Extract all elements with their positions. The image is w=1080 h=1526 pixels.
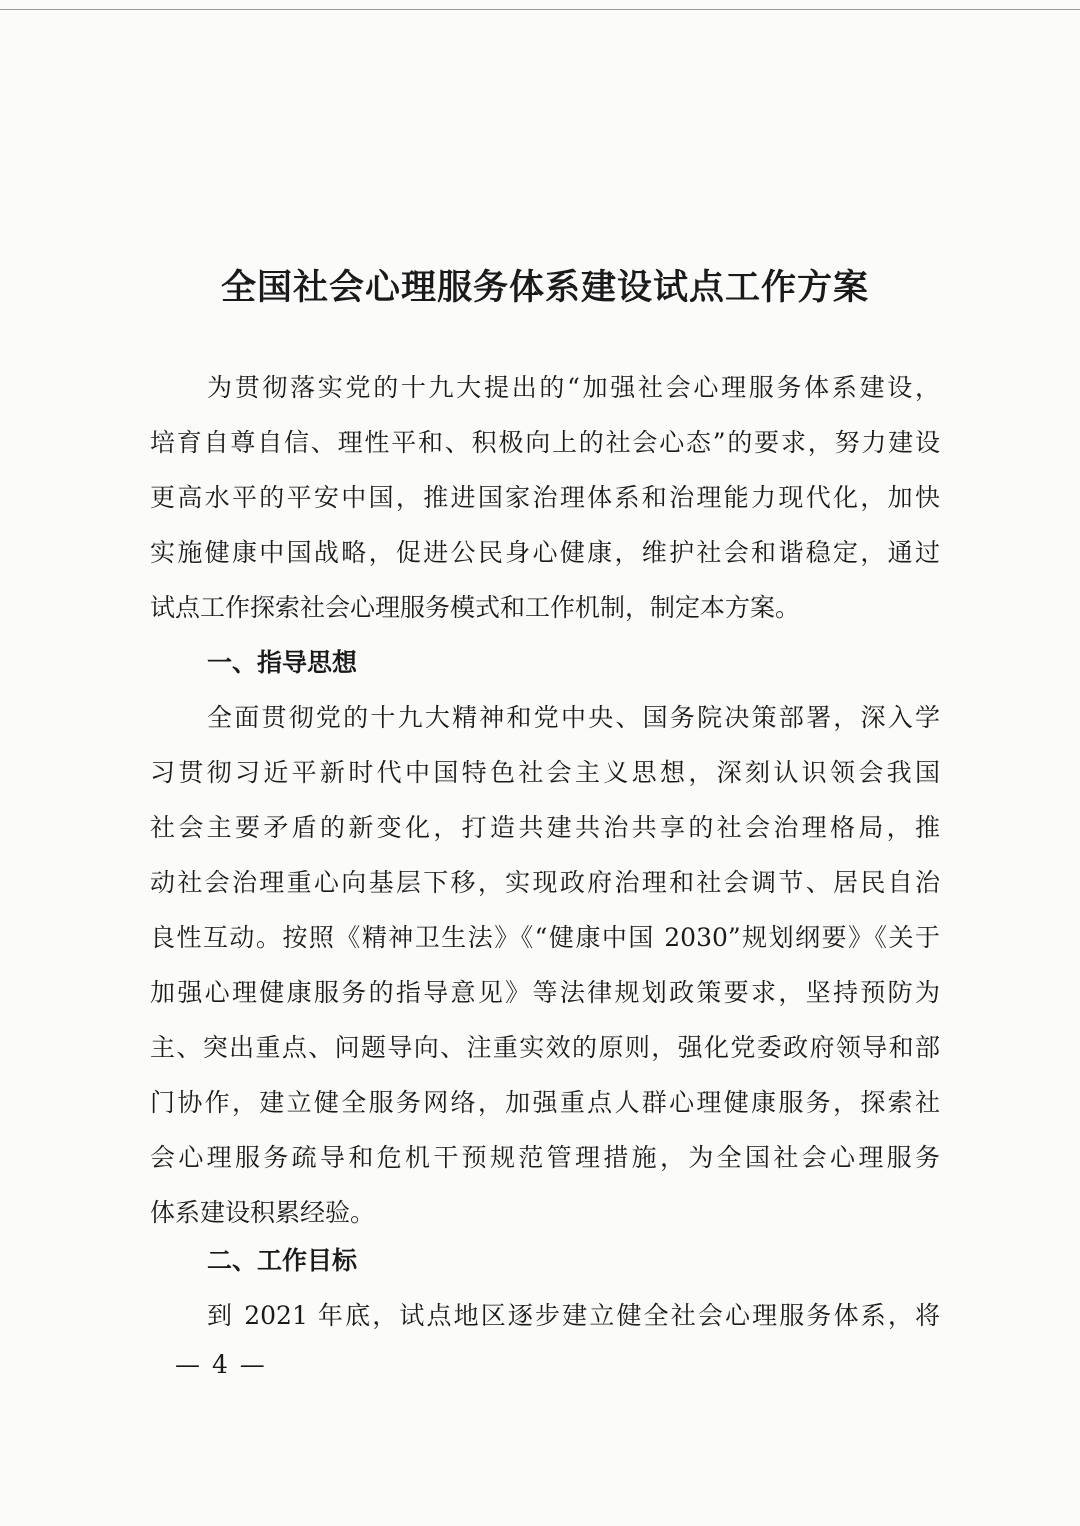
section-work-goals [150,1233,940,1343]
top-scan-edge [0,9,1080,10]
section-heading-1: 一、指导思想 [207,648,358,677]
section1-line-10: 体系建设积累经验。 [150,1198,376,1227]
intro-line-2: 培育自尊自信、理性平和、积极向上的社会心态”的要求，努力建设 [150,428,940,457]
section1-line-5: 良性互动。按照《精神卫生法》《“健康中国 2030”规划纲要》《关于 [150,923,940,952]
section1-line-3: 社会主要矛盾的新变化，打造共建共治共享的社会治理格局，推 [150,813,940,842]
intro-line-1: 为贯彻落实党的十九大提出的“加强社会心理服务体系建设， [207,373,940,402]
intro-paragraph [150,360,940,635]
section1-line-9: 会心理服务疏导和危机干预规范管理措施，为全国社会心理服务 [150,1143,940,1172]
section2-line-1: 到 2021 年底，试点地区逐步建立健全社会心理服务体系，将 [207,1301,940,1330]
section1-line-8: 门协作，建立健全服务网络，加强重点人群心理健康服务，探索社 [150,1088,940,1117]
section1-line-4: 动社会治理重心向基层下移，实现政府治理和社会调节、居民自治 [150,868,940,897]
intro-line-3: 更高水平的平安中国，推进国家治理体系和治理能力现代化，加快 [150,483,940,512]
intro-line-5: 试点工作探索社会心理服务模式和工作机制，制定本方案。 [150,593,801,622]
section1-line-6: 加强心理健康服务的指导意见》等法律规划政策要求，坚持预防为 [150,978,940,1007]
section1-line-7: 主、突出重点、问题导向、注重实效的原则，强化党委政府领导和部 [150,1033,940,1062]
document-title: 全国社会心理服务体系建设试点工作方案 [220,267,869,308]
intro-line-4: 实施健康中国战略，促进公民身心健康，维护社会和谐稳定，通过 [150,538,940,567]
section1-line-2: 习贯彻习近平新时代中国特色社会主义思想，深刻认识领会我国 [150,758,940,787]
section-guiding-thought [150,635,940,1240]
section-heading-2: 二、工作目标 [207,1246,358,1275]
page-number: — 4 — [175,1350,267,1379]
section1-line-1: 全面贯彻党的十九大精神和党中央、国务院决策部署，深入学 [207,703,940,732]
